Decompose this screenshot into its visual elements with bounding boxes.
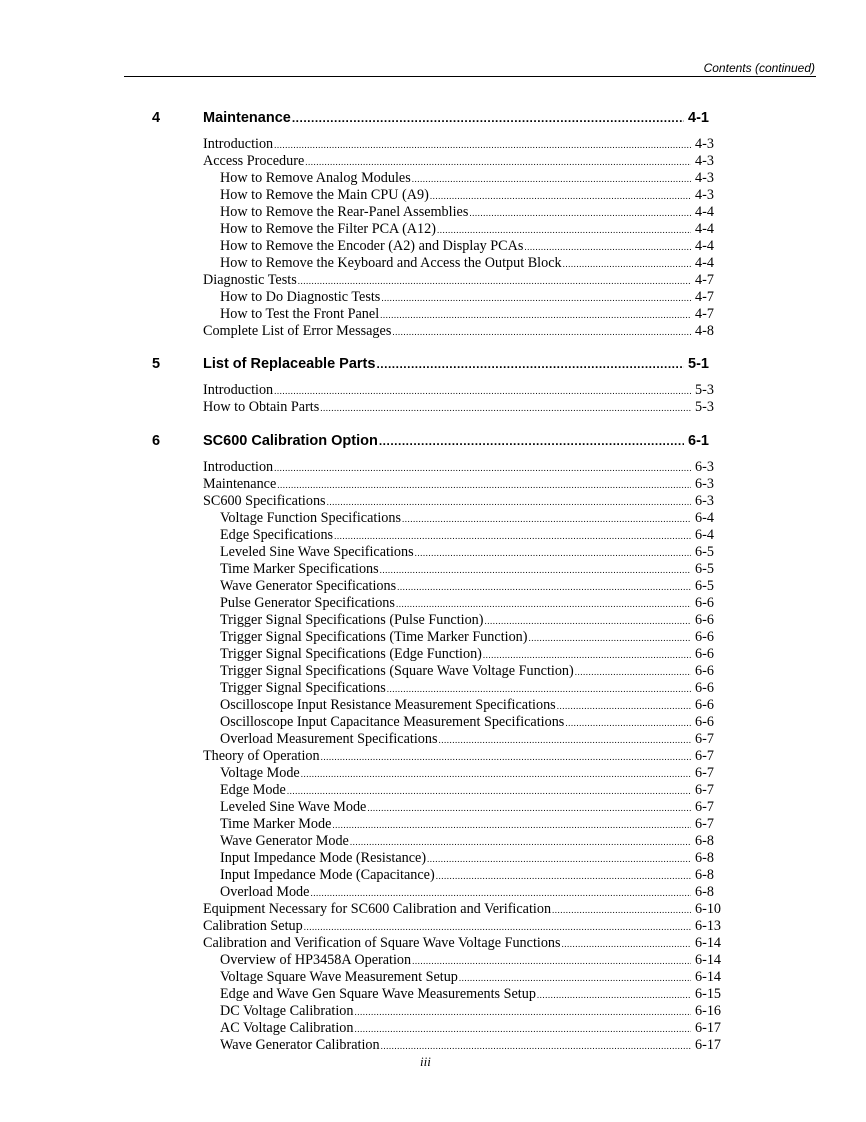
chapter-page: 5-1: [688, 356, 709, 372]
dot-leader: [321, 748, 691, 765]
toc-entry[interactable]: [220, 731, 725, 748]
toc-entry[interactable]: [203, 399, 725, 416]
dot-leader: [301, 765, 691, 782]
chapter-number: 5: [152, 356, 161, 372]
toc-entry-page: 6-6: [695, 629, 714, 645]
dot-leader: [459, 969, 691, 986]
dot-leader: [376, 356, 684, 372]
toc-entry-page: 6-7: [695, 799, 714, 815]
dot-leader: [529, 629, 692, 646]
toc-entry[interactable]: [220, 204, 725, 221]
dot-leader: [304, 918, 691, 935]
toc-entry-page: 6-6: [695, 714, 714, 730]
toc-entry-page: 4-7: [695, 306, 714, 322]
dot-leader: [436, 867, 691, 884]
toc-entry-page: 6-3: [695, 493, 714, 509]
dot-leader: [437, 221, 691, 238]
chapter-page: 6-1: [688, 433, 709, 449]
toc-entry[interactable]: [220, 1037, 725, 1054]
toc-entry-title: Calibration and Verification of Square Wave Voltage Functions: [203, 935, 561, 951]
dot-leader: [469, 204, 691, 221]
toc-entry-page: 6-8: [695, 867, 714, 883]
dot-leader: [380, 561, 691, 578]
dot-leader: [334, 527, 691, 544]
toc-entry-page: 4-3: [695, 187, 714, 203]
dot-leader: [274, 459, 691, 476]
toc-entry-page: 6-6: [695, 595, 714, 611]
toc-entry-page: 6-7: [695, 731, 714, 747]
toc-entry[interactable]: [203, 748, 725, 765]
toc-entry-page: 6-17: [695, 1037, 722, 1053]
toc-entry-page: 6-6: [695, 680, 714, 696]
toc-entry-page: 6-3: [695, 476, 714, 492]
dot-leader: [565, 714, 691, 731]
toc-entry[interactable]: [220, 680, 725, 697]
toc-entry-page: 6-8: [695, 833, 714, 849]
dot-leader: [402, 510, 691, 527]
toc-entry[interactable]: [220, 782, 725, 799]
toc-entry[interactable]: [203, 382, 725, 399]
chapter-heading[interactable]: [152, 356, 718, 376]
toc-entry-title: Input Impedance Mode (Capacitance): [220, 867, 435, 883]
toc-entry-title: Wave Generator Specifications: [220, 578, 397, 594]
dot-leader: [354, 1003, 691, 1020]
toc-entry[interactable]: [220, 986, 725, 1003]
toc-entry-page: 6-14: [695, 969, 722, 985]
toc-entry-page: 4-7: [695, 289, 714, 305]
toc-entry-title: How to Obtain Parts: [203, 399, 320, 415]
toc-entry-title: Maintenance: [203, 476, 277, 492]
toc-entry-page: 6-5: [695, 544, 714, 560]
dot-leader: [438, 731, 691, 748]
toc-entry[interactable]: [220, 289, 725, 306]
toc-entry-title: Voltage Function Specifications: [220, 510, 401, 526]
toc-entry-title: Overload Mode: [220, 884, 310, 900]
dot-leader: [562, 935, 691, 952]
toc-entry[interactable]: [220, 969, 725, 986]
dot-leader: [305, 153, 691, 170]
toc-entry-title: How to Test the Front Panel: [220, 306, 380, 322]
toc-entry-title: How to Remove the Rear-Panel Assemblies: [220, 204, 469, 220]
toc-entry-title: Overview of HP3458A Operation: [220, 952, 412, 968]
toc-entry-title: How to Remove Analog Modules: [220, 170, 411, 186]
toc-entry-title: Trigger Signal Specifications: [220, 680, 386, 696]
dot-leader: [483, 646, 691, 663]
toc-entry-title: Edge and Wave Gen Square Wave Measurements Setup: [220, 986, 536, 1002]
toc-entry-title: Trigger Signal Specifications (Time Marker Function): [220, 629, 528, 645]
dot-leader: [274, 382, 691, 399]
toc-entry-title: Access Procedure: [203, 153, 305, 169]
toc-entry-title: Introduction: [203, 459, 274, 475]
dot-leader: [412, 170, 691, 187]
dot-leader: [277, 476, 691, 493]
toc-entry[interactable]: [203, 459, 725, 476]
toc-entry-title: Pulse Generator Specifications: [220, 595, 395, 611]
toc-entry-page: 6-6: [695, 612, 714, 628]
toc-entry[interactable]: [203, 323, 725, 340]
toc-entry-title: Time Marker Mode: [220, 816, 332, 832]
toc-entry-page: 6-16: [695, 1003, 722, 1019]
toc-entry-title: Trigger Signal Specifications (Pulse Function): [220, 612, 484, 628]
toc-entry-title: How to Remove the Main CPU (A9): [220, 187, 429, 203]
dot-leader: [412, 952, 691, 969]
toc-entry[interactable]: [220, 799, 725, 816]
toc-entry-title: Edge Mode: [220, 782, 286, 798]
toc-entry-title: Leveled Sine Wave Mode: [220, 799, 367, 815]
toc-entry[interactable]: [220, 578, 725, 595]
toc-entry-page: 4-8: [695, 323, 714, 339]
dot-leader: [415, 544, 691, 561]
dot-leader: [367, 799, 691, 816]
toc-entry-page: 6-10: [695, 901, 722, 917]
toc-entry-title: Equipment Necessary for SC600 Calibration and Verification: [203, 901, 552, 917]
dot-leader: [397, 578, 691, 595]
toc-entry-title: Time Marker Specifications: [220, 561, 379, 577]
dot-leader: [350, 833, 691, 850]
toc-entry[interactable]: [203, 935, 725, 952]
dot-leader: [430, 187, 691, 204]
chapter-line: [203, 433, 718, 449]
toc-entry-title: Introduction: [203, 136, 274, 152]
toc-entry-title: Wave Generator Mode: [220, 833, 349, 849]
page-number: iii: [420, 1054, 431, 1069]
toc-entry-title: How to Remove the Keyboard and Access the Output Block: [220, 255, 562, 271]
dot-leader: [392, 323, 691, 340]
toc-entry[interactable]: [220, 187, 725, 204]
toc-entry-title: Trigger Signal Specifications (Square Wave Voltage Function): [220, 663, 574, 679]
toc-entry-page: 6-3: [695, 459, 714, 475]
dot-leader: [332, 816, 691, 833]
toc-entry-page: 6-6: [695, 646, 714, 662]
dot-leader: [524, 238, 691, 255]
toc-entry[interactable]: [203, 476, 725, 493]
toc-entry-page: 4-3: [695, 153, 714, 169]
toc-entry-title: Oscilloscope Input Capacitance Measurement Specifications: [220, 714, 565, 730]
toc-entry-title: DC Voltage Calibration: [220, 1003, 354, 1019]
toc-entry-title: Voltage Mode: [220, 765, 300, 781]
toc-entry[interactable]: [220, 561, 725, 578]
toc-entry-title: Oscilloscope Input Resistance Measurement Specifications: [220, 697, 556, 713]
chapter-title: SC600 Calibration Option: [203, 433, 378, 449]
toc-entry[interactable]: [220, 510, 725, 527]
toc-entry-page: 6-8: [695, 884, 714, 900]
toc-entry-title: Complete List of Error Messages: [203, 323, 392, 339]
toc-entry[interactable]: [220, 170, 725, 187]
toc-entry-page: 6-4: [695, 510, 714, 526]
chapter-line: [203, 356, 718, 372]
toc-entry[interactable]: [220, 833, 725, 850]
toc-entry[interactable]: [220, 816, 725, 833]
toc-entry-page: 6-4: [695, 527, 714, 543]
toc-entry-title: How to Remove the Filter PCA (A12): [220, 221, 436, 237]
chapter-heading[interactable]: [152, 433, 718, 453]
toc-entry-page: 6-7: [695, 748, 714, 764]
toc-entry[interactable]: [220, 1003, 725, 1020]
toc-entry-title: Theory of Operation: [203, 748, 320, 764]
toc-entry-title: Input Impedance Mode (Resistance): [220, 850, 427, 866]
toc-entry-page: 6-6: [695, 663, 714, 679]
dot-leader: [381, 1037, 691, 1054]
chapter-heading[interactable]: [152, 110, 718, 130]
toc-entry-page: 6-5: [695, 561, 714, 577]
toc-entry-page: 6-14: [695, 935, 722, 951]
toc-entry-title: SC600 Specifications: [203, 493, 326, 509]
toc-entry[interactable]: [220, 1020, 725, 1037]
toc-entry[interactable]: [203, 493, 725, 510]
chapter-number: 4: [152, 110, 161, 126]
toc-entry-title: AC Voltage Calibration: [220, 1020, 354, 1036]
toc-entry-title: Edge Specifications: [220, 527, 334, 543]
dot-leader: [537, 986, 691, 1003]
toc-entry[interactable]: [203, 918, 725, 935]
toc-entry-title: Leveled Sine Wave Specifications: [220, 544, 414, 560]
toc-entry-page: 6-17: [695, 1020, 722, 1036]
toc-entry[interactable]: [203, 272, 725, 289]
toc-entry[interactable]: [220, 714, 725, 731]
dot-leader: [354, 1020, 691, 1037]
chapter-page: 4-1: [688, 110, 709, 126]
toc-entry[interactable]: [220, 850, 725, 867]
toc-entry[interactable]: [203, 136, 725, 153]
toc-entry-title: Overload Measurement Specifications: [220, 731, 438, 747]
toc-entry-page: 6-14: [695, 952, 722, 968]
chapter-title: List of Replaceable Parts: [203, 356, 376, 372]
dot-leader: [310, 884, 691, 901]
toc-entry-page: 5-3: [695, 399, 714, 415]
toc-entry[interactable]: [220, 697, 725, 714]
toc-entry[interactable]: [203, 153, 725, 170]
toc-entry-title: Introduction: [203, 382, 274, 398]
toc-entry[interactable]: [220, 306, 725, 323]
toc-entry[interactable]: [220, 765, 725, 782]
toc-entry[interactable]: [220, 612, 725, 629]
toc-entry[interactable]: [220, 595, 725, 612]
dot-leader: [379, 433, 684, 449]
toc-entry-page: 6-7: [695, 782, 714, 798]
toc-entry-page: 6-8: [695, 850, 714, 866]
dot-leader: [563, 255, 691, 272]
toc-entry-page: 6-13: [695, 918, 722, 934]
toc-entry-page: 6-7: [695, 765, 714, 781]
page-header-title: Contents (continued): [703, 61, 815, 75]
toc-entry-title: Calibration Setup: [203, 918, 303, 934]
toc-entry[interactable]: [220, 867, 725, 884]
toc-entry-title: Diagnostic Tests: [203, 272, 297, 288]
dot-leader: [292, 110, 684, 126]
toc-entry-page: 4-4: [695, 204, 714, 220]
toc-entry[interactable]: [220, 884, 725, 901]
toc-entry-title: How to Do Diagnostic Tests: [220, 289, 381, 305]
toc-entry-page: 4-3: [695, 170, 714, 186]
toc-entry-page: 4-3: [695, 136, 714, 152]
chapter-title: Maintenance: [203, 110, 291, 126]
dot-leader: [298, 272, 691, 289]
toc-entry-page: 4-4: [695, 221, 714, 237]
dot-leader: [387, 680, 691, 697]
toc-entry[interactable]: [220, 527, 725, 544]
toc-entry-title: Voltage Square Wave Measurement Setup: [220, 969, 458, 985]
dot-leader: [427, 850, 691, 867]
toc-entry-title: How to Remove the Encoder (A2) and Display PCAs: [220, 238, 524, 254]
dot-leader: [380, 306, 691, 323]
toc-entry[interactable]: [220, 646, 725, 663]
toc-entry-page: 6-6: [695, 697, 714, 713]
toc-entry-page: 6-7: [695, 816, 714, 832]
dot-leader: [396, 595, 691, 612]
toc-entry[interactable]: [220, 221, 725, 238]
toc-entry-page: 6-15: [695, 986, 722, 1002]
toc-entry-page: 4-4: [695, 238, 714, 254]
header-rule: [124, 76, 816, 77]
dot-leader: [381, 289, 691, 306]
toc-entry[interactable]: [220, 544, 725, 561]
toc-entry[interactable]: [220, 255, 725, 272]
chapter-number: 6: [152, 433, 161, 449]
dot-leader: [287, 782, 691, 799]
toc-entry[interactable]: [220, 952, 725, 969]
dot-leader: [485, 612, 691, 629]
toc-entry-page: 5-3: [695, 382, 714, 398]
chapter-line: [203, 110, 718, 126]
toc-entry[interactable]: [220, 629, 725, 646]
dot-leader: [575, 663, 691, 680]
toc-entry[interactable]: [203, 901, 725, 918]
toc-entry-title: Wave Generator Calibration: [220, 1037, 380, 1053]
dot-leader: [274, 136, 691, 153]
toc-entry-title: Trigger Signal Specifications (Edge Function): [220, 646, 482, 662]
toc-entry-page: 4-7: [695, 272, 714, 288]
toc-entry-page: 6-5: [695, 578, 714, 594]
toc-entry[interactable]: [220, 663, 725, 680]
dot-leader: [320, 399, 691, 416]
dot-leader: [552, 901, 691, 918]
toc-entry-page: 4-4: [695, 255, 714, 271]
dot-leader: [327, 493, 691, 510]
toc-entry[interactable]: [220, 238, 725, 255]
dot-leader: [557, 697, 691, 714]
